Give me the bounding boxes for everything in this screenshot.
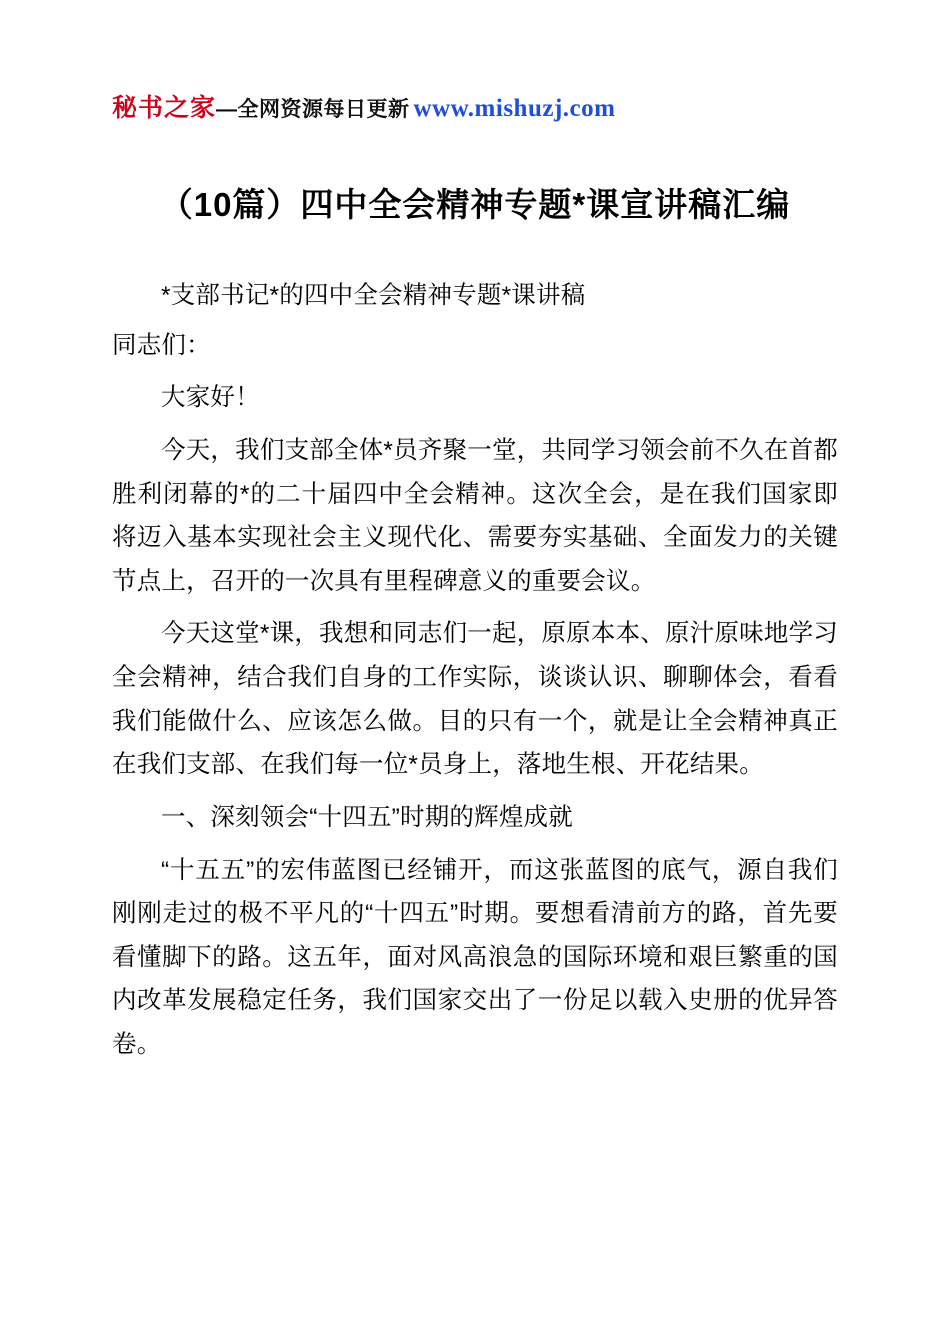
header-tagline: 全网资源每日更新 xyxy=(237,98,410,121)
paragraph-purpose: 今天这堂*课，我想和同志们一起，原原本本、原汁原味地学习全会精神，结合我们自身的工作实际，谈谈认识、聊聊体会，看看我们能做什么、应该怎么做。目的只有一个，就是让全会精神真正在我们支部、在我们每一位*员身上，落地生根、开花结果。 xyxy=(112,620,838,779)
paragraph-salutation: 同志们： xyxy=(112,331,211,359)
site-watermark-header xyxy=(112,0,838,124)
paragraph-subtitle: *支部书记*的四中全会精神专题*课讲稿 xyxy=(161,282,586,310)
site-brand-label: 秘书之家 xyxy=(112,95,217,122)
paragraph-greeting: 大家好！ xyxy=(161,384,260,412)
page-title: （10篇）四中全会精神专题*课宣讲稿汇编 xyxy=(159,186,791,223)
header-separator: — xyxy=(216,98,238,121)
paragraph-section-one-body: “十五五”的宏伟蓝图已经铺开，而这张蓝图的底气，源自我们刚刚走过的极不平凡的“十四五”时期。要想看清前方的路，首先要看懂脚下的路。这五年，面对风高浪急的国际环境和艰巨繁重的国内改革发展稳定任务，我们国家交出了一份足以载入史册的优异答卷。 xyxy=(112,856,838,1058)
paragraph-opening: 今天，我们支部全体*员齐聚一堂，共同学习领会前不久在首都胜利闭幕的*的二十届四中全会精神。这次全会，是在我们国家即将迈入基本实现社会主义现代化、需要夯实基础、全面发力的关键节点上，召开的一次具有里程碑意义的重要会议。 xyxy=(112,437,838,595)
paragraph-section-heading-one: 一、深刻领会“十四五”时期的辉煌成就 xyxy=(161,803,573,831)
document-body xyxy=(112,274,838,1066)
site-url-link[interactable]: www.mishuzj.com xyxy=(413,95,616,122)
